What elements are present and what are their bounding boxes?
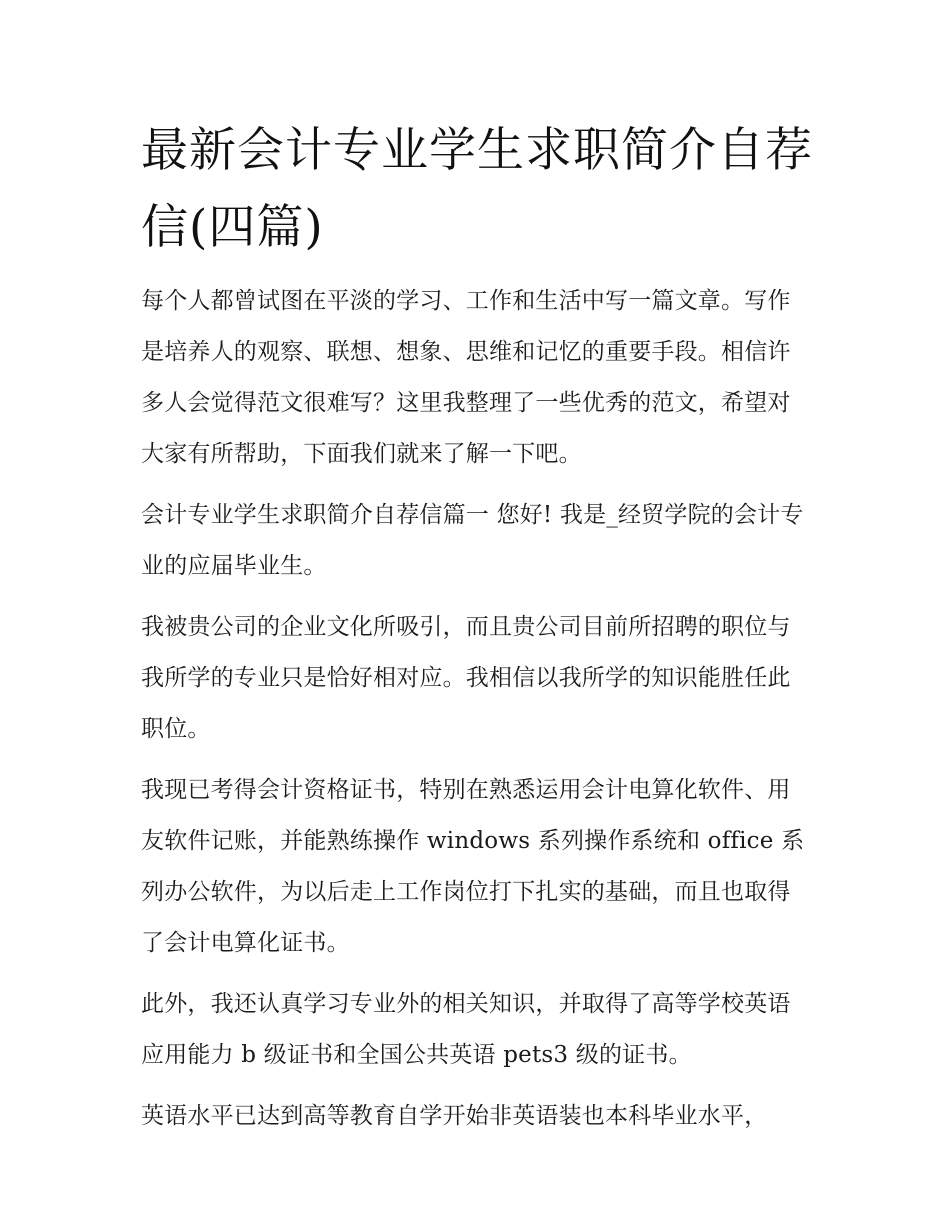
document-title: 最新会计专业学生求职简介自荐信(四篇) (141, 123, 813, 255)
paragraph-attraction: 我被贵公司的企业文化所吸引，而且贵公司目前所招聘的职位与我所学的专业只是恰好相对应。我相信以我所学的知识能胜任此职位。 (141, 614, 791, 742)
paragraph-greeting: 会计专业学生求职简介自荐信篇一 您好! 我是_经贸学院的会计专业的应届毕业生。 (141, 502, 804, 579)
document-body (141, 112, 813, 1152)
paragraph-certificates: 我现已考得会计资格证书，特别在熟悉运用会计电算化软件、用友软件记账，并能熟练操作 windows 系列操作系统和 office 系列办公软件，为以后走上工作岗位打下扎实的基础，而且也取得了会计电算化证书。 (141, 777, 805, 956)
paragraph-intro: 每个人都曾试图在平淡的学习、工作和生活中写一篇文章。写作是培养人的观察、联想、想象、思维和记忆的重要手段。相信许多人会觉得范文很难写？这里我整理了一些优秀的范文，希望对大家有所帮助，下面我们就来了解一下吧。 (141, 288, 791, 467)
paragraph-english-level: 英语水平已达到高等教育自学开始非英语装也本科毕业水平， (141, 1103, 768, 1129)
paragraph-english-certificates: 此外，我还认真学习专业外的相关知识，并取得了高等学校英语应用能力 b 级证书和全国公共英语 pets3 级的证书。 (141, 991, 791, 1068)
